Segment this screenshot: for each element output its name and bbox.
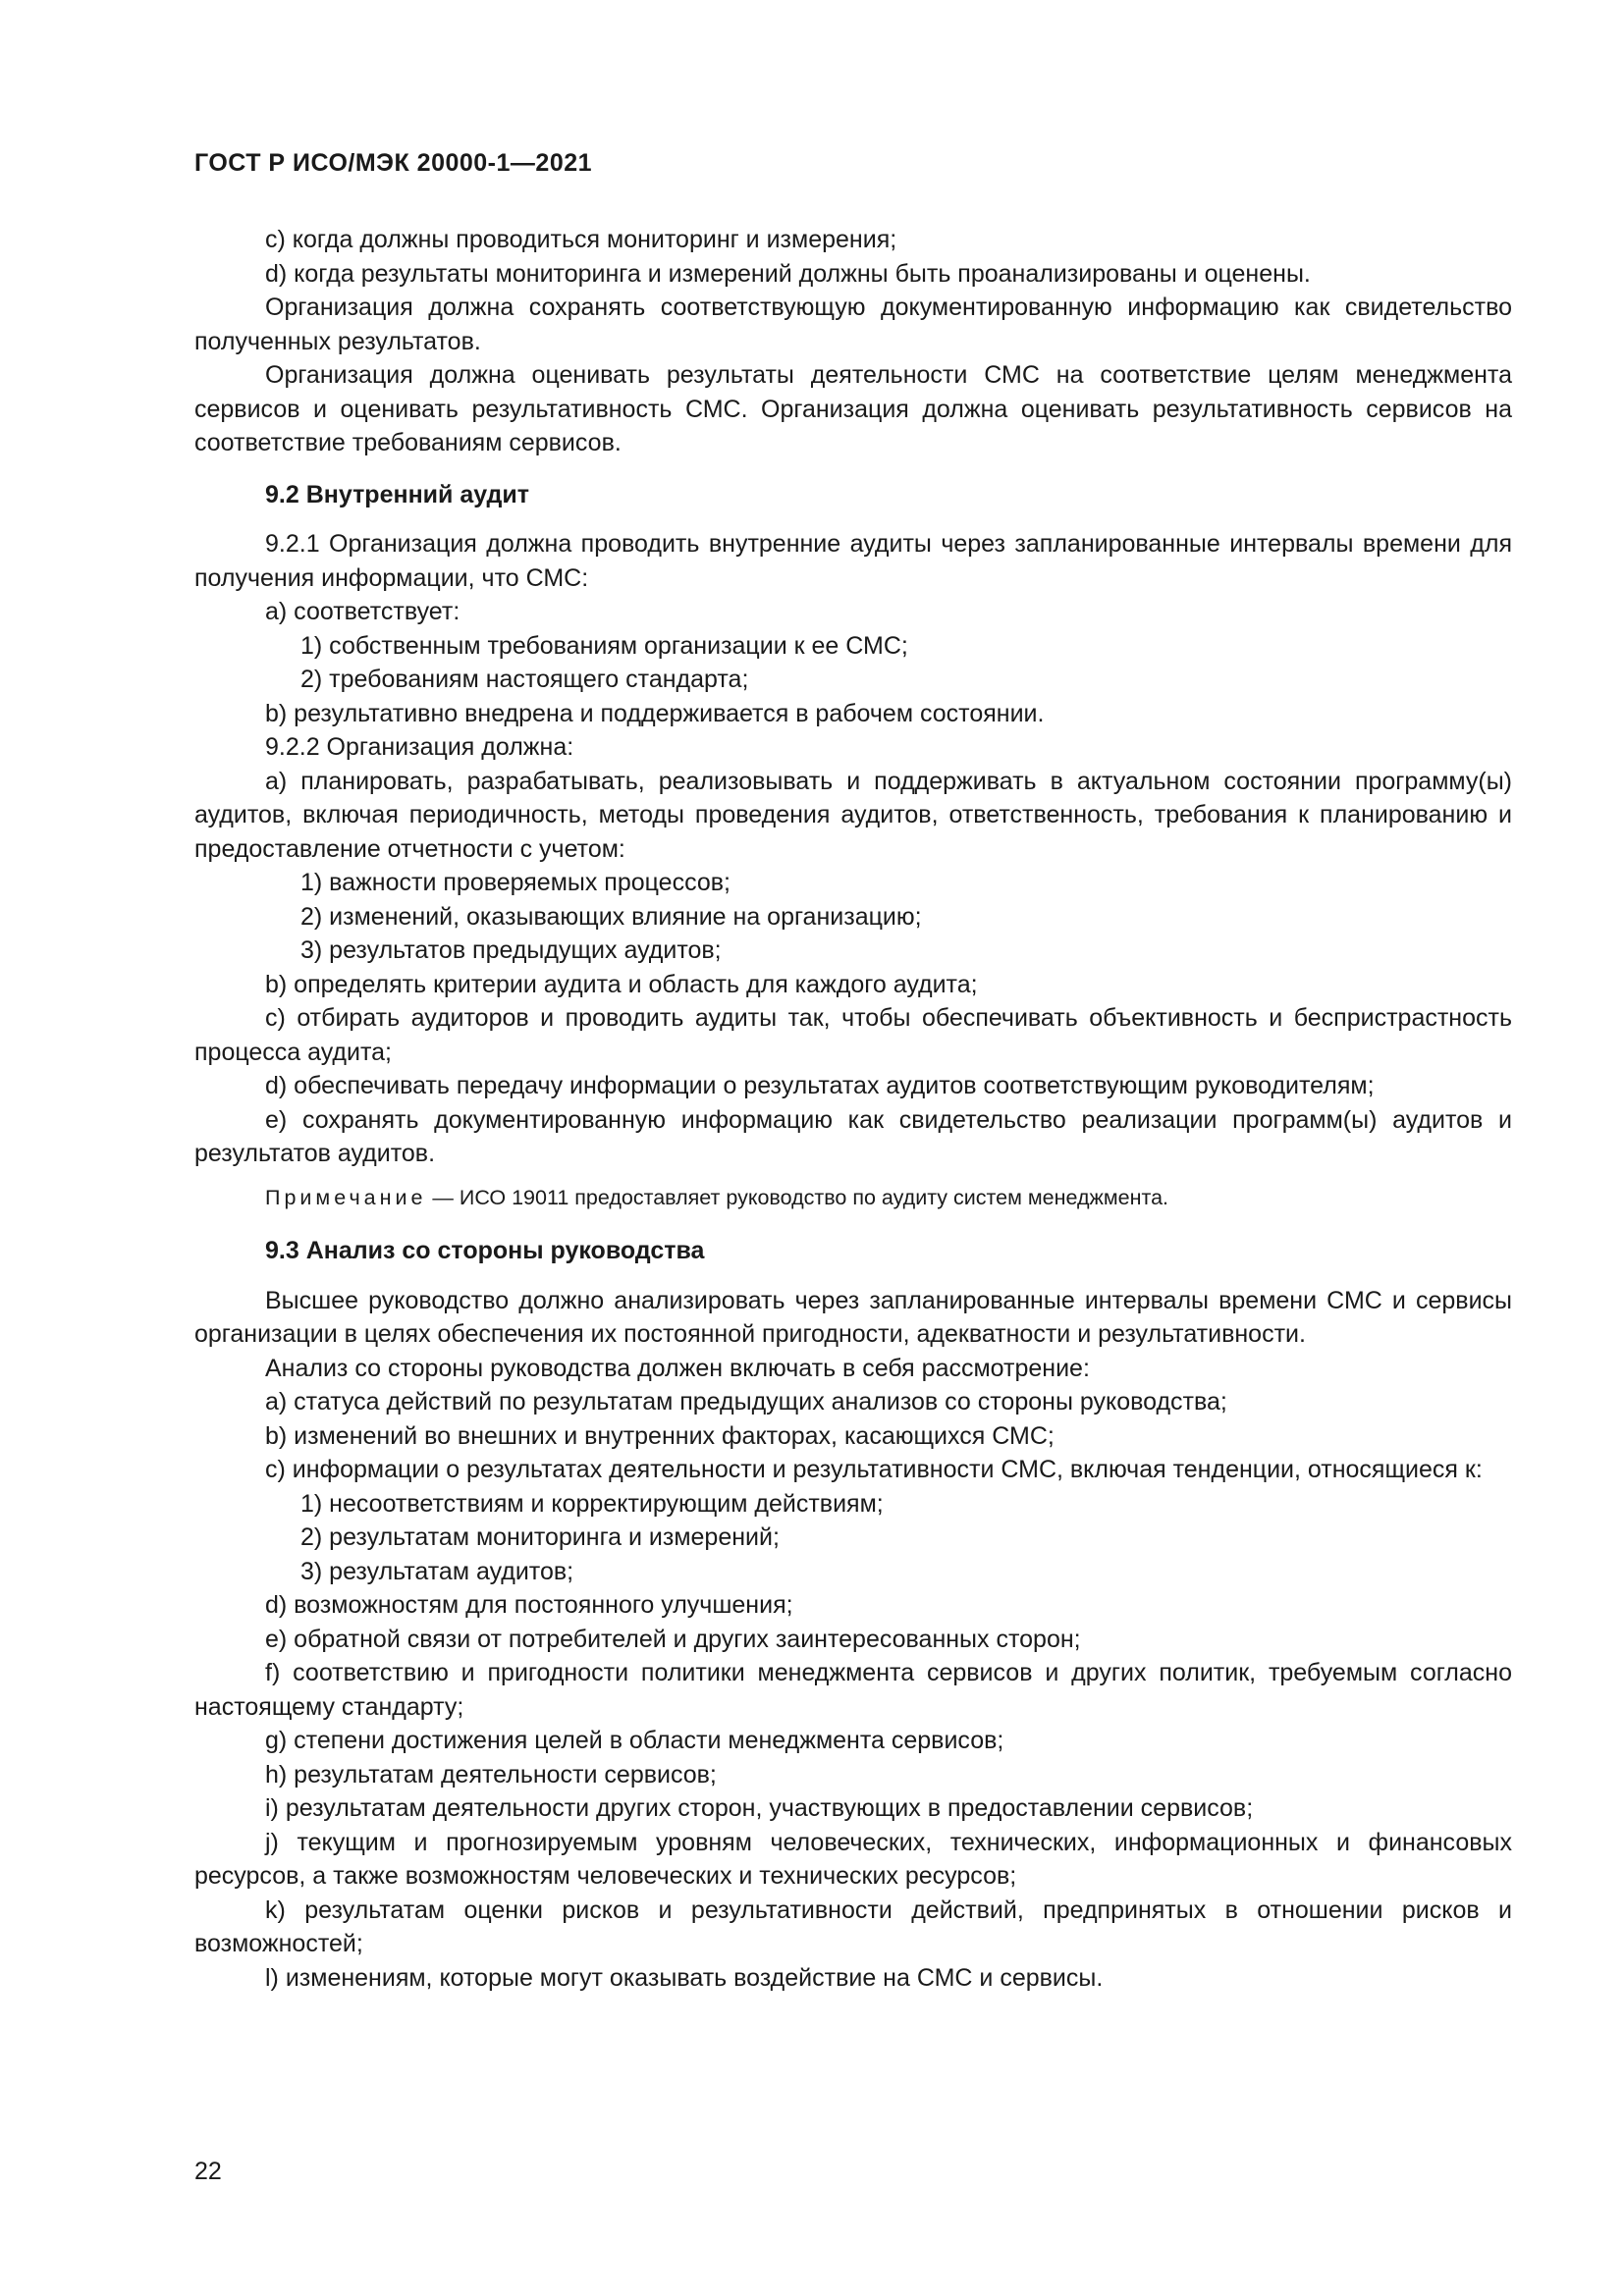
list-item: a) соответствует: [265, 598, 460, 625]
list-item: a) статуса действий по результатам предыдущих анализов со стороны руководства; [265, 1388, 1227, 1415]
list-item: e) сохранять документированную информацию как свидетельство реализации программ(ы) аудитов и результатов аудитов. [194, 1105, 1512, 1167]
paragraph: c) когда должны проводиться мониторинг и измерения; [265, 226, 897, 253]
list-item: b) определять критерии аудита и область для каждого аудита; [265, 970, 978, 998]
list-item: d) возможностям для постоянного улучшения; [265, 1591, 793, 1619]
list-item: d) обеспечивать передачу информации о результатах аудитов соответствующим руководителям; [265, 1072, 1375, 1099]
paragraph: Организация должна оценивать результаты деятельности СМС на соответствие целям менеджмента сервисов и оценивать результативность СМС. Организация должна оценивать результативность сервисов на соответствие требованиям сервисов. [194, 361, 1512, 456]
list-item: a) планировать, разрабатывать, реализовывать и поддерживать в актуальном состоянии программу(ы) аудитов, включая периодичность, методы проведения аудитов, ответственность, требования к планированию и предоставление отчетности с учетом: [194, 767, 1512, 863]
list-item: b) результативно внедрена и поддерживается в рабочем состоянии. [265, 699, 1045, 727]
list-item: k) результатам оценки рисков и результативности действий, предпринятых в отношении рисков и возможностей; [194, 1896, 1512, 1957]
list-item: f) соответствию и пригодности политики менеджмента сервисов и других политик, требуемым согласно настоящему стандарту; [194, 1659, 1512, 1721]
sub-list-item: 2) результатам мониторинга и измерений; [300, 1523, 780, 1551]
sub-list-item: 2) изменений, оказывающих влияние на организацию; [300, 902, 922, 931]
sub-list-item: 3) результатам аудитов; [300, 1557, 574, 1585]
page-number: 22 [194, 2158, 222, 2185]
note [194, 1181, 1512, 1215]
section-heading-9-2: 9.2 Внутренний аудит [265, 480, 530, 508]
paragraph: Анализ со стороны руководства должен включать в себя рассмотрение: [265, 1354, 1090, 1382]
paragraph: Высшее руководство должно анализировать через запланированные интервалы времени СМС и сервисы организации в целях обеспечения их постоянной пригодности, адекватности и результативности. [194, 1286, 1512, 1348]
list-item: b) изменений во внешних и внутренних факторах, касающихся СМС; [265, 1421, 1055, 1450]
list-item: g) степени достижения целей в области менеджмента сервисов; [265, 1727, 1004, 1754]
paragraph: Организация должна сохранять соответствующую документированную информацию как свидетельство полученных результатов. [194, 294, 1512, 355]
list-item: l) изменениям, которые могут оказывать воздействие на СМС и сервисы. [265, 1963, 1104, 1992]
note-text: — ИСО 19011 предоставляет руководство по аудиту систем менеджмента. [426, 1185, 1169, 1209]
list-item: i) результатам деятельности других сторон, участвующих в предоставлении сервисов; [265, 1794, 1254, 1822]
sub-list-item: 1) важности проверяемых процессов; [300, 869, 731, 896]
sub-list-item: 3) результатов предыдущих аудитов; [300, 936, 722, 964]
list-item: c) отбирать аудиторов и проводить аудиты так, чтобы обеспечивать объективность и беспристрастность процесса аудита; [194, 1004, 1512, 1066]
document-header: ГОСТ Р ИСО/МЭК 20000-1—2021 [194, 149, 593, 177]
paragraph: 9.2.1 Организация должна проводить внутренние аудиты через запланированные интервалы времени для получения информации, что СМС: [194, 530, 1512, 592]
paragraph: 9.2.2 Организация должна: [265, 733, 574, 761]
list-item: j) текущим и прогнозируемым уровням человеческих, технических, информационных и финансовых ресурсов, а также возможностям человеческих и технических ресурсов; [194, 1828, 1512, 1890]
sub-list-item: 1) собственным требованиям организации к ее СМС; [300, 631, 908, 660]
list-item: c) информации о результатах деятельности и результативности СМС, включая тенденции, относящиеся к: [265, 1456, 1483, 1483]
list-item: e) обратной связи от потребителей и других заинтересованных сторон; [265, 1625, 1081, 1653]
section-heading-9-3: 9.3 Анализ со стороны руководства [265, 1237, 705, 1264]
sub-list-item: 1) несоответствиям и корректирующим действиям; [300, 1489, 884, 1518]
page-content [194, 223, 1512, 1995]
list-item: h) результатам деятельности сервисов; [265, 1760, 717, 1789]
sub-list-item: 2) требованиям настоящего стандарта; [300, 666, 749, 693]
note-label: Примечание [265, 1185, 427, 1209]
paragraph: d) когда результаты мониторинга и измерений должны быть проанализированы и оценены. [265, 259, 1311, 288]
